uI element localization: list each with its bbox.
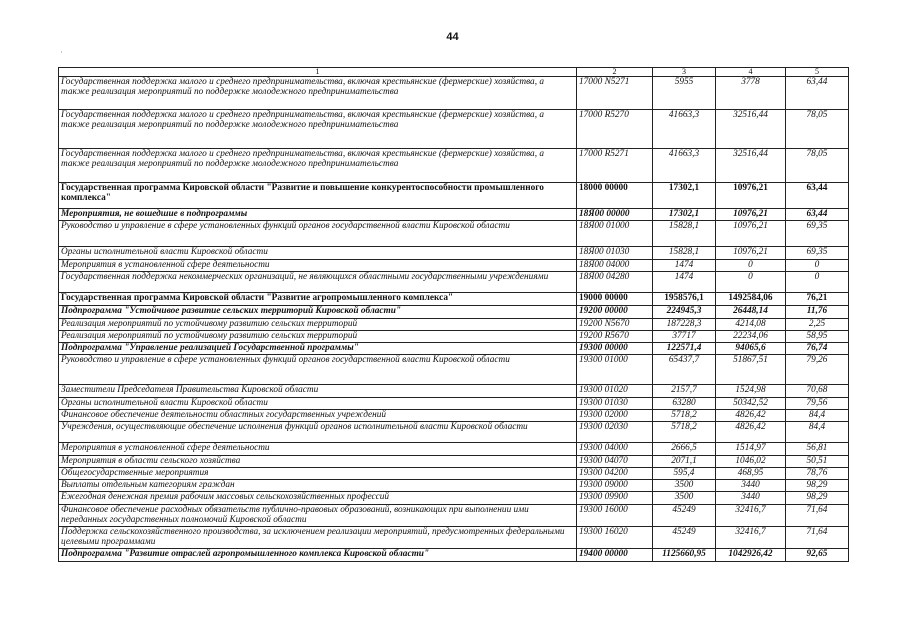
value-actual: 4826,42 xyxy=(716,410,786,422)
value-plan: 5718,2 xyxy=(653,422,716,443)
row-code: 19200 00000 xyxy=(577,306,653,319)
column-header: 4 xyxy=(716,68,786,77)
value-percent: 79,56 xyxy=(786,398,849,410)
table-row xyxy=(59,110,849,149)
table-row xyxy=(59,221,849,247)
value-actual: 1042926,42 xyxy=(716,548,786,561)
value-percent: 76,74 xyxy=(786,343,849,355)
table-row xyxy=(59,183,849,209)
value-plan: 63280 xyxy=(653,398,716,410)
row-name: Заместители Председателя Правительства Кировской области xyxy=(59,385,577,398)
table-row xyxy=(59,410,849,422)
value-actual: 3778 xyxy=(716,77,786,110)
table-row xyxy=(59,343,849,355)
row-code: 19000 00000 xyxy=(577,293,653,306)
table-row xyxy=(59,398,849,410)
value-percent: 78,76 xyxy=(786,468,849,480)
row-code: 19300 16020 xyxy=(577,526,653,548)
value-percent: 98,29 xyxy=(786,492,849,505)
row-name: Государственная поддержка малого и среднего предпринимательства, включая крестьянские (фермерские) хозяйства, а также реализация мероприятий по поддержке молодежного предпринимательства xyxy=(59,77,577,110)
value-actual: 10976,21 xyxy=(716,221,786,247)
value-actual: 1514,97 xyxy=(716,443,786,456)
row-name: Органы исполнительной власти Кировской области xyxy=(59,398,577,410)
row-name: Подпрограмма "Управление реализацией Государственной программы" xyxy=(59,343,577,355)
column-number-row xyxy=(59,68,849,77)
value-plan: 17302,1 xyxy=(653,209,716,221)
value-actual: 4826,42 xyxy=(716,422,786,443)
table-row xyxy=(59,272,849,293)
value-plan: 122571,4 xyxy=(653,343,716,355)
value-percent: 50,51 xyxy=(786,456,849,468)
value-plan: 2157,7 xyxy=(653,385,716,398)
value-actual: 32416,7 xyxy=(716,526,786,548)
table-row xyxy=(59,548,849,561)
value-plan: 45249 xyxy=(653,505,716,527)
value-percent: 11,76 xyxy=(786,306,849,319)
table-row xyxy=(59,149,849,183)
table-row xyxy=(59,505,849,527)
value-actual: 51867,51 xyxy=(716,355,786,385)
row-code: 19300 09000 xyxy=(577,480,653,492)
row-name: Поддержка сельскохозяйственного производства, за исключением реализации мероприятий, предусмотренных федеральными целевыми программами xyxy=(59,526,577,548)
row-code: 19300 01030 xyxy=(577,398,653,410)
value-plan: 3500 xyxy=(653,480,716,492)
value-plan: 17302,1 xyxy=(653,183,716,209)
row-code: 19200 R5670 xyxy=(577,331,653,343)
value-plan: 187228,3 xyxy=(653,319,716,331)
row-name: Государственная поддержка некоммерческих организаций, не являющихся областными государственными учреждениями xyxy=(59,272,577,293)
value-percent: 98,29 xyxy=(786,480,849,492)
row-name: Выплаты отдельным категориям граждан xyxy=(59,480,577,492)
row-name: Финансовое обеспечение расходных обязательств публично-правовых образований, возникающих при выполнении ими переданных государственных полномочий Кировской области xyxy=(59,505,577,527)
column-header: 3 xyxy=(653,68,716,77)
budget-table xyxy=(58,67,849,562)
row-name: Руководство и управление в сфере установленных функций органов государственной власти Кировской области xyxy=(59,355,577,385)
value-percent: 63,44 xyxy=(786,209,849,221)
value-percent: 78,05 xyxy=(786,110,849,149)
table-row xyxy=(59,331,849,343)
row-code: 17000 R5271 xyxy=(577,149,653,183)
value-actual: 26448,14 xyxy=(716,306,786,319)
row-code: 19300 04200 xyxy=(577,468,653,480)
value-percent: 69,35 xyxy=(786,221,849,247)
value-plan: 1474 xyxy=(653,260,716,272)
value-actual: 94065,6 xyxy=(716,343,786,355)
row-code: 19300 09900 xyxy=(577,492,653,505)
value-percent: 70,68 xyxy=(786,385,849,398)
row-name: Государственная программа Кировской области "Развитие и повышение конкурентоспособности промышленного комплекса" xyxy=(59,183,577,209)
value-actual: 0 xyxy=(716,272,786,293)
table-row xyxy=(59,355,849,385)
row-code: 19300 01020 xyxy=(577,385,653,398)
row-name: Подпрограмма "Развитие отраслей агропромышленного комплекса Кировской области" xyxy=(59,548,577,561)
value-percent: 2,25 xyxy=(786,319,849,331)
row-name: Финансовое обеспечение деятельности областных государственных учреждений xyxy=(59,410,577,422)
row-code: 18000 00000 xyxy=(577,183,653,209)
row-code: 18Я00 01000 xyxy=(577,221,653,247)
table-row xyxy=(59,480,849,492)
row-code: 17000 R5270 xyxy=(577,110,653,149)
value-plan: 1474 xyxy=(653,272,716,293)
table-row xyxy=(59,209,849,221)
value-percent: 71,64 xyxy=(786,526,849,548)
row-name: Мероприятия в установленной сфере деятельности xyxy=(59,443,577,456)
value-percent: 92,65 xyxy=(786,548,849,561)
table-row xyxy=(59,306,849,319)
value-actual: 3440 xyxy=(716,492,786,505)
value-percent: 69,35 xyxy=(786,247,849,260)
row-name: Органы исполнительной власти Кировской области xyxy=(59,247,577,260)
value-plan: 3500 xyxy=(653,492,716,505)
value-actual: 3440 xyxy=(716,480,786,492)
value-percent: 63,44 xyxy=(786,77,849,110)
value-actual: 32516,44 xyxy=(716,149,786,183)
value-percent: 0 xyxy=(786,260,849,272)
row-name: Реализация мероприятий по устойчивому развитию сельских территорий xyxy=(59,319,577,331)
value-actual: 50342,52 xyxy=(716,398,786,410)
value-percent: 78,05 xyxy=(786,149,849,183)
table-row xyxy=(59,260,849,272)
value-actual: 0 xyxy=(716,260,786,272)
value-actual: 1492584,06 xyxy=(716,293,786,306)
page-number: 44 xyxy=(446,31,459,43)
value-plan: 5718,2 xyxy=(653,410,716,422)
value-plan: 65437,7 xyxy=(653,355,716,385)
row-name: Мероприятия в установленной сфере деятельности xyxy=(59,260,577,272)
table-row xyxy=(59,492,849,505)
column-header: 1 xyxy=(59,68,577,77)
value-plan: 15828,1 xyxy=(653,247,716,260)
value-plan: 595,4 xyxy=(653,468,716,480)
value-percent: 63,44 xyxy=(786,183,849,209)
row-name: Ежегодная денежная премия рабочим массовых сельскохозяйственных профессий xyxy=(59,492,577,505)
value-plan: 1958576,1 xyxy=(653,293,716,306)
row-name: Государственная программа Кировской области "Развитие агропромышленного комплекса" xyxy=(59,293,577,306)
row-name: Мероприятия, не вошедшие в подпрограммы xyxy=(59,209,577,221)
value-actual: 10976,21 xyxy=(716,183,786,209)
table-row xyxy=(59,247,849,260)
row-code: 19300 16000 xyxy=(577,505,653,527)
value-actual: 22234,06 xyxy=(716,331,786,343)
row-code: 17000 N5271 xyxy=(577,77,653,110)
row-name: Общегосударственные мероприятия xyxy=(59,468,577,480)
value-actual: 10976,21 xyxy=(716,209,786,221)
row-name: Государственная поддержка малого и среднего предпринимательства, включая крестьянские (фермерские) хозяйства, а также реализация мероприятий по поддержке молодежного предпринимательства xyxy=(59,110,577,149)
row-code: 19200 N5670 xyxy=(577,319,653,331)
table-row xyxy=(59,443,849,456)
value-plan: 41663,3 xyxy=(653,149,716,183)
value-plan: 2666,5 xyxy=(653,443,716,456)
value-plan: 224945,3 xyxy=(653,306,716,319)
row-name: Государственная поддержка малого и среднего предпринимательства, включая крестьянские (фермерские) хозяйства, а также реализация мероприятий по поддержке молодежного предпринимательства xyxy=(59,149,577,183)
row-name: Реализация мероприятий по устойчивому развитию сельских территорий xyxy=(59,331,577,343)
value-plan: 2071,1 xyxy=(653,456,716,468)
value-actual: 32416,7 xyxy=(716,505,786,527)
value-actual: 10976,21 xyxy=(716,247,786,260)
table-row xyxy=(59,422,849,443)
value-percent: 71,64 xyxy=(786,505,849,527)
value-percent: 56,81 xyxy=(786,443,849,456)
row-code: 19300 04070 xyxy=(577,456,653,468)
value-percent: 84,4 xyxy=(786,422,849,443)
column-header: 2 xyxy=(577,68,653,77)
table-row xyxy=(59,77,849,110)
value-plan: 1125660,95 xyxy=(653,548,716,561)
table-row xyxy=(59,385,849,398)
value-percent: 58,95 xyxy=(786,331,849,343)
row-name: Учреждения, осуществляющие обеспечение исполнения функций органов исполнительной власти Кировской области xyxy=(59,422,577,443)
row-code: 18Я00 04280 xyxy=(577,272,653,293)
table-row xyxy=(59,456,849,468)
value-percent: 84,4 xyxy=(786,410,849,422)
column-header: 5 xyxy=(786,68,849,77)
row-code: 19300 02000 xyxy=(577,410,653,422)
value-actual: 32516,44 xyxy=(716,110,786,149)
row-code: 18Я00 01030 xyxy=(577,247,653,260)
row-code: 19300 00000 xyxy=(577,343,653,355)
row-code: 19300 01000 xyxy=(577,355,653,385)
value-percent: 0 xyxy=(786,272,849,293)
value-plan: 5955 xyxy=(653,77,716,110)
row-name: Руководство и управление в сфере установленных функций органов государственной власти Кировской области xyxy=(59,221,577,247)
table-row xyxy=(59,319,849,331)
table-row xyxy=(59,468,849,480)
value-plan: 15828,1 xyxy=(653,221,716,247)
value-plan: 45249 xyxy=(653,526,716,548)
value-actual: 468,95 xyxy=(716,468,786,480)
value-plan: 37717 xyxy=(653,331,716,343)
value-percent: 76,21 xyxy=(786,293,849,306)
value-actual: 1524,98 xyxy=(716,385,786,398)
row-code: 18Я00 04000 xyxy=(577,260,653,272)
row-code: 19400 00000 xyxy=(577,548,653,561)
value-actual: 4214,08 xyxy=(716,319,786,331)
row-name: Мероприятия в области сельского хозяйства xyxy=(59,456,577,468)
row-code: 19300 02030 xyxy=(577,422,653,443)
value-percent: 79,26 xyxy=(786,355,849,385)
row-code: 19300 04000 xyxy=(577,443,653,456)
row-code: 18Я00 00000 xyxy=(577,209,653,221)
scan-mark: ˙ xyxy=(60,50,63,60)
table-row xyxy=(59,526,849,548)
value-plan: 41663,3 xyxy=(653,110,716,149)
value-actual: 1046,02 xyxy=(716,456,786,468)
row-name: Подпрограмма "Устойчивое развитие сельских территорий Кировской области" xyxy=(59,306,577,319)
table-row xyxy=(59,293,849,306)
